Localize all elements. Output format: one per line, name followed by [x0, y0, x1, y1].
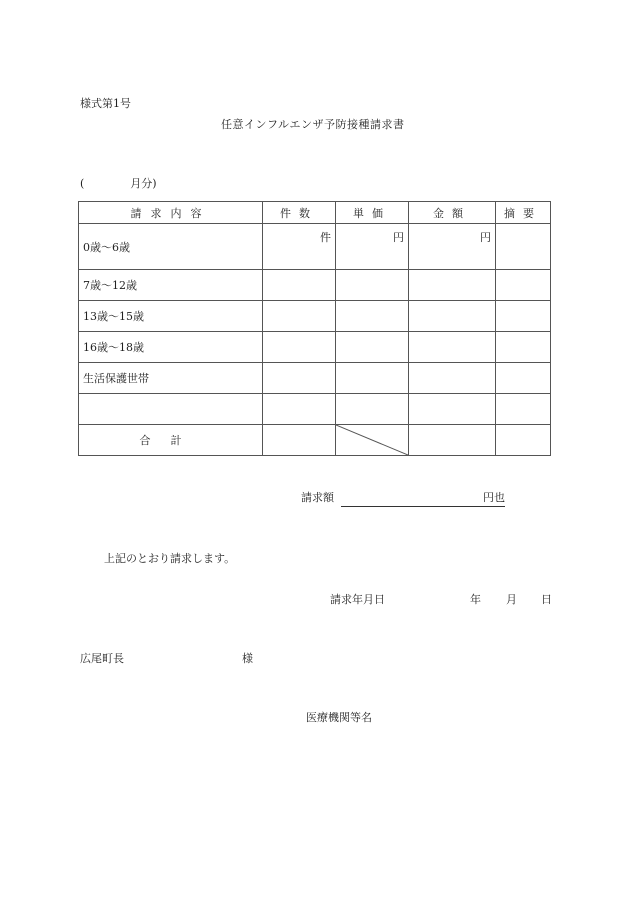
remarks-cell[interactable] [496, 224, 551, 270]
count-cell[interactable] [263, 363, 336, 394]
remarks-cell[interactable] [496, 270, 551, 301]
table-row [79, 224, 551, 270]
table-header-row [79, 202, 551, 224]
remarks-cell[interactable] [496, 301, 551, 332]
amount-cell[interactable] [409, 394, 496, 425]
count-cell[interactable] [263, 270, 336, 301]
month-label: 月分) [130, 177, 157, 190]
total-amount-cell[interactable] [409, 425, 496, 456]
count-cell[interactable] [263, 332, 336, 363]
unit-price-cell[interactable] [336, 270, 409, 301]
total-count-cell[interactable] [263, 425, 336, 456]
claim-table [78, 201, 551, 456]
remarks-cell[interactable] [496, 394, 551, 425]
table-row [79, 301, 551, 332]
form-number: 様式第1号 [80, 97, 131, 110]
row-label: 7歳～12歳 [79, 270, 263, 301]
count-cell[interactable]: 件 [263, 224, 336, 270]
unit-price-cell[interactable] [336, 363, 409, 394]
unit-price-cell[interactable]: 円 [336, 224, 409, 270]
unit-price-cell[interactable] [336, 332, 409, 363]
total-unit-price-cell-crossed [336, 425, 409, 456]
addressee-honorific: 様 [242, 652, 253, 665]
row-label: 生活保護世帯 [79, 363, 263, 394]
claim-amount-label: 請求額 [301, 491, 334, 504]
row-label[interactable] [79, 394, 263, 425]
remarks-cell[interactable] [496, 363, 551, 394]
claim-statement: 上記のとおり請求します。 [104, 552, 236, 565]
row-label: 13歳～15歳 [79, 301, 263, 332]
total-label: 合計 [79, 425, 263, 456]
claim-amount-suffix: 円也 [483, 491, 505, 504]
amount-cell[interactable]: 円 [409, 224, 496, 270]
amount-cell[interactable] [409, 270, 496, 301]
table-row [79, 270, 551, 301]
header-remarks: 摘要 [496, 202, 551, 224]
clinic-name-label: 医療機関等名 [306, 711, 372, 724]
claim-amount-field[interactable] [341, 491, 505, 507]
unit-price-cell[interactable] [336, 301, 409, 332]
count-cell[interactable] [263, 301, 336, 332]
row-label: 0歳～6歳 [79, 224, 263, 270]
claim-date-day: 日 [541, 593, 552, 606]
claim-date-month: 月 [506, 593, 517, 606]
addressee-name: 広尾町長 [80, 652, 124, 665]
document-title: 任意インフルエンザ予防接種請求書 [221, 118, 405, 131]
header-count: 件数 [263, 202, 336, 224]
remarks-cell[interactable] [496, 332, 551, 363]
total-remarks-cell[interactable] [496, 425, 551, 456]
month-open-paren: ( [80, 177, 85, 190]
table-row [79, 394, 551, 425]
claim-date-label: 請求年月日 [330, 593, 385, 606]
amount-cell[interactable] [409, 301, 496, 332]
diagonal-line-icon [336, 425, 408, 455]
count-cell[interactable] [263, 394, 336, 425]
header-claim-content: 請求内容 [79, 202, 263, 224]
table-row [79, 332, 551, 363]
amount-cell[interactable] [409, 363, 496, 394]
table-total-row [79, 425, 551, 456]
header-unit-price: 単価 [336, 202, 409, 224]
claim-date-year: 年 [470, 593, 481, 606]
table-row [79, 363, 551, 394]
row-label: 16歳～18歳 [79, 332, 263, 363]
unit-price-cell[interactable] [336, 394, 409, 425]
amount-cell[interactable] [409, 332, 496, 363]
billing-month [80, 177, 157, 191]
header-amount: 金額 [409, 202, 496, 224]
